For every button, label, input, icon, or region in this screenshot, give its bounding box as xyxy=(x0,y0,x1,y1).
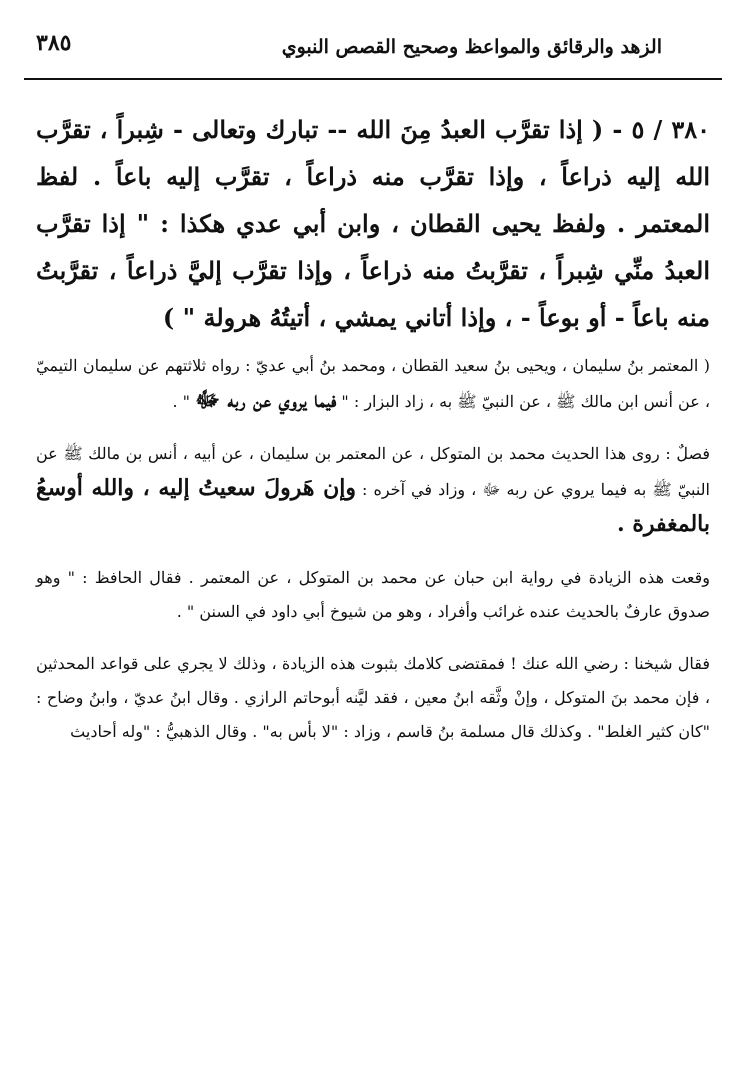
running-title: الزهد والرقائق والمواعظ وصحيح القصص النبوي xyxy=(281,36,662,58)
takhrij-paragraph xyxy=(36,349,710,419)
fasl-addition: وإن هَرولَ سعيتُ إليه ، والله أوسعُ بالمغفرة . xyxy=(36,475,710,537)
page-number: ٣٨٥ xyxy=(36,30,72,56)
takhrij-tail: " . xyxy=(172,392,190,411)
hadith-text: ٣٨٠ / ٥ - ( إذا تقرَّب العبدُ مِنَ الله -- تبارك وتعالى - شِبراً ، تقرَّب الله إليه ذراعاً ، وإذا تقرَّب منه ذراعاً ، تقرَّب إليه باعاً . لفظ المعتمر . ولفظ يحيى القطان ، وابن أبي عدي هكذا : " إذا تقرَّب العبدُ منِّي شِبراً ، تقرَّبتُ منه ذراعاً ، وإذا تقرَّب إليَّ ذراعاً ، تقرَّبتُ منه باعاً - أو بوعاً - ، وإذا أتاني يمشي ، أتيتُهُ هرولة " ) xyxy=(36,115,710,332)
page-body xyxy=(36,100,710,757)
fasl-text: فصلٌ : روى هذا الحديث محمد بن المتوكل ، عن المعتمر بن سليمان ، عن أبيه ، أنس بن مالك ﷺ عن النبيّ ﷺ به فيما يروي عن ربه ﷻ ، وزاد في آخره : xyxy=(36,444,711,499)
ibn-hibban-paragraph: وقعت هذه الزيادة في رواية ابن حبان عن محمد بن المتوكل ، عن المعتمر . فقال الحافظ : " وهو صدوق عارفٌ بالحديث عنده غرائب وأفراد ، وهو من شيوخ أبي داود في السنن " . xyxy=(36,568,710,621)
takhrij-text: ( المعتمر بنُ سليمان ، ويحيى بنُ سعيد القطان ، ومحمد بنُ أبي عديّ : رواه ثلاثتهم عن سليمان التيميّ ، عن أنس ابن مالك ﷺ ، عن النبيّ ﷺ به ، زاد البزار : " xyxy=(36,356,710,411)
takhrij-quote: فيما يروي عن ربه ﷻ xyxy=(195,387,337,413)
fasl-paragraph xyxy=(36,437,710,543)
page-header xyxy=(24,28,722,78)
header-rule xyxy=(24,78,722,80)
shaykh-paragraph: فقال شيخنا : رضي الله عنك ! فمقتضى كلامك بثبوت هذه الزيادة ، وذلك لا يجري على قواعد المحدثين ، فإن محمد بنَ المتوكل ، وإنْ وثَّقه ابنُ معين ، فقد ليَّنه أبوحاتم الرازي . وقال ابنُ عديّ ، وابنُ وضاح : "كان كثير الغلط" . وكذلك قال مسلمة بنُ قاسم ، وزاد : "لا بأس به" . وقال الذهبيُّ : "وله أحاديث xyxy=(36,654,710,741)
